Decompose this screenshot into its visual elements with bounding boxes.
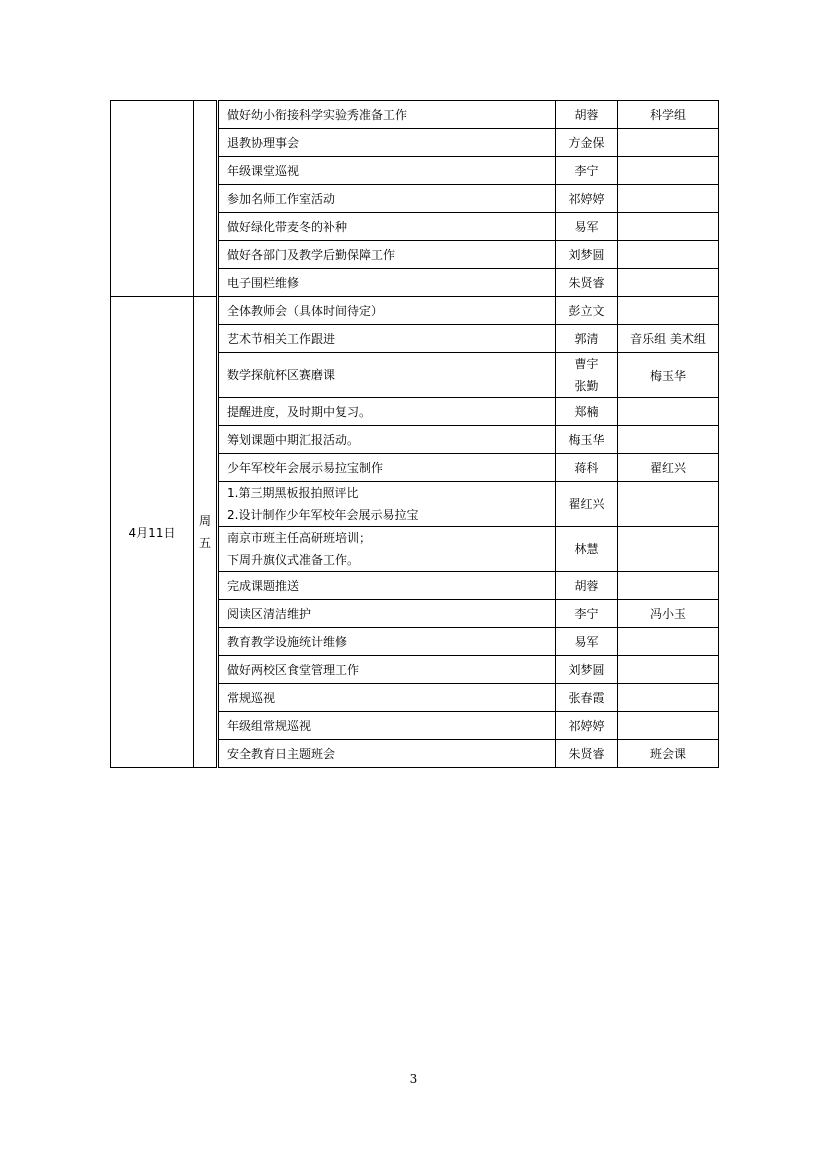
note-cell bbox=[618, 656, 719, 684]
note-cell bbox=[618, 353, 719, 398]
person-name: 刘梦圆 bbox=[568, 662, 605, 677]
person-name: 郑楠 bbox=[574, 404, 599, 419]
person-name: 祁婷婷 bbox=[568, 718, 605, 733]
task-cell bbox=[218, 269, 556, 297]
task-text: 全体教师会（具体时间待定） bbox=[227, 303, 384, 318]
task-cell bbox=[218, 572, 556, 600]
schedule-table bbox=[110, 100, 719, 768]
person-cell bbox=[556, 740, 618, 768]
note-cell bbox=[618, 684, 719, 712]
note-cell bbox=[618, 454, 719, 482]
weekday-char: 周 bbox=[198, 514, 211, 528]
person-cell bbox=[556, 297, 618, 325]
task-text: 1.第三期黑板报拍照评比 bbox=[227, 486, 359, 500]
task-text: 做好各部门及教学后勤保障工作 bbox=[227, 247, 396, 262]
note-cell bbox=[618, 269, 719, 297]
person-cell bbox=[556, 269, 618, 297]
person-cell bbox=[556, 572, 618, 600]
person-cell bbox=[556, 628, 618, 656]
person-cell bbox=[556, 241, 618, 269]
task-cell bbox=[218, 398, 556, 426]
note-cell bbox=[618, 157, 719, 185]
person-name: 梅玉华 bbox=[568, 432, 605, 447]
weekday-char: 五 bbox=[198, 536, 211, 550]
note-text: 翟红兴 bbox=[649, 461, 686, 475]
person-cell bbox=[556, 398, 618, 426]
note-text: 班会课 bbox=[649, 747, 686, 761]
note-cell bbox=[618, 712, 719, 740]
person-name: 方金保 bbox=[568, 135, 605, 150]
person-name: 彭立文 bbox=[568, 303, 605, 318]
note-cell bbox=[618, 297, 719, 325]
task-text: 年级组常规巡视 bbox=[227, 718, 312, 733]
person-cell bbox=[556, 325, 618, 353]
person-name: 郭清 bbox=[574, 331, 599, 346]
task-cell bbox=[218, 353, 556, 398]
person-cell bbox=[556, 353, 618, 398]
person-cell bbox=[556, 157, 618, 185]
task-text: 南京市班主任高研班培训； bbox=[227, 531, 372, 545]
person-cell bbox=[556, 129, 618, 157]
person-name: 翟红兴 bbox=[568, 497, 605, 511]
person-name: 朱贤睿 bbox=[568, 275, 605, 290]
task-cell bbox=[218, 129, 556, 157]
task-text: 做好绿化带麦冬的补种 bbox=[227, 219, 348, 234]
note-cell bbox=[618, 628, 719, 656]
task-cell bbox=[218, 628, 556, 656]
task-text: 提醒进度，及时期中复习。 bbox=[227, 404, 372, 419]
table-row bbox=[111, 101, 719, 129]
person-cell bbox=[556, 426, 618, 454]
task-text: 参加名师工作室活动 bbox=[227, 191, 336, 206]
weekday-cell bbox=[194, 297, 218, 768]
task-text: 数学探航杯区赛磨课 bbox=[227, 368, 336, 382]
task-text: 退教协理事会 bbox=[227, 135, 300, 150]
task-cell bbox=[218, 454, 556, 482]
person-name: 刘梦圆 bbox=[568, 247, 605, 262]
task-text: 艺术节相关工作跟进 bbox=[227, 331, 336, 346]
note-cell bbox=[618, 325, 719, 353]
task-cell bbox=[218, 527, 556, 572]
task-text: 教育教学设施统计维修 bbox=[227, 634, 348, 649]
note-cell bbox=[618, 600, 719, 628]
note-cell bbox=[618, 398, 719, 426]
person-name: 易军 bbox=[574, 634, 599, 649]
person-name: 胡蓉 bbox=[574, 578, 599, 593]
task-text: 少年军校年会展示易拉宝制作 bbox=[227, 460, 384, 475]
person-cell bbox=[556, 482, 618, 527]
task-cell bbox=[218, 656, 556, 684]
person-cell bbox=[556, 185, 618, 213]
note-text: 梅玉华 bbox=[649, 368, 686, 383]
task-cell bbox=[218, 684, 556, 712]
note-text: 音乐组 美术组 bbox=[630, 332, 706, 346]
person-cell bbox=[556, 213, 618, 241]
person-cell bbox=[556, 684, 618, 712]
note-cell bbox=[618, 740, 719, 768]
note-cell bbox=[618, 527, 719, 572]
note-cell bbox=[618, 572, 719, 600]
task-cell bbox=[218, 712, 556, 740]
person-cell bbox=[556, 712, 618, 740]
task-text: 年级课堂巡视 bbox=[227, 163, 300, 178]
task-cell bbox=[218, 426, 556, 454]
person-cell bbox=[556, 527, 618, 572]
person-cell bbox=[556, 101, 618, 129]
note-text: 冯小玉 bbox=[649, 607, 686, 621]
note-cell bbox=[618, 101, 719, 129]
task-cell bbox=[218, 325, 556, 353]
table-row bbox=[111, 297, 719, 325]
person-name: 胡蓉 bbox=[574, 107, 599, 122]
task-text: 筹划课题中期汇报活动。 bbox=[227, 432, 360, 447]
task-cell bbox=[218, 157, 556, 185]
weekday-cell bbox=[194, 101, 218, 297]
task-text: 常规巡视 bbox=[227, 690, 276, 705]
person-name: 李宁 bbox=[574, 163, 599, 178]
person-name: 朱贤睿 bbox=[568, 746, 605, 761]
person-name: 曹宇 bbox=[574, 357, 599, 371]
person-cell bbox=[556, 454, 618, 482]
note-cell bbox=[618, 213, 719, 241]
task-text: 电子围栏维修 bbox=[227, 275, 300, 290]
person-cell bbox=[556, 600, 618, 628]
task-text: 下周升旗仪式准备工作。 bbox=[227, 553, 360, 567]
task-text: 做好两校区食堂管理工作 bbox=[227, 662, 360, 677]
task-cell bbox=[218, 600, 556, 628]
note-cell bbox=[618, 241, 719, 269]
task-text: 安全教育日主题班会 bbox=[227, 746, 336, 761]
date-cell bbox=[111, 297, 194, 768]
task-cell bbox=[218, 482, 556, 527]
note-cell bbox=[618, 129, 719, 157]
task-text: 阅读区清洁维护 bbox=[227, 606, 312, 621]
task-cell bbox=[218, 101, 556, 129]
note-cell bbox=[618, 426, 719, 454]
task-text: 2.设计制作少年军校年会展示易拉宝 bbox=[227, 508, 419, 522]
page-number: 3 bbox=[409, 1072, 418, 1086]
task-text: 完成课题推送 bbox=[227, 578, 300, 593]
person-name: 张勤 bbox=[574, 379, 599, 393]
task-cell bbox=[218, 185, 556, 213]
person-cell bbox=[556, 656, 618, 684]
person-name: 林慧 bbox=[574, 542, 599, 556]
person-name: 易军 bbox=[574, 219, 599, 234]
task-cell bbox=[218, 213, 556, 241]
date-text: 4月11日 bbox=[128, 525, 176, 540]
note-cell bbox=[618, 482, 719, 527]
task-text: 做好幼小衔接科学实验秀准备工作 bbox=[227, 107, 408, 122]
task-cell bbox=[218, 241, 556, 269]
person-name: 张春霞 bbox=[568, 690, 605, 705]
person-name: 祁婷婷 bbox=[568, 191, 605, 206]
person-name: 李宁 bbox=[574, 606, 599, 621]
note-text: 科学组 bbox=[649, 108, 686, 122]
date-cell bbox=[111, 101, 194, 297]
note-cell bbox=[618, 185, 719, 213]
task-cell bbox=[218, 297, 556, 325]
person-name: 蒋科 bbox=[574, 460, 599, 475]
task-cell bbox=[218, 740, 556, 768]
